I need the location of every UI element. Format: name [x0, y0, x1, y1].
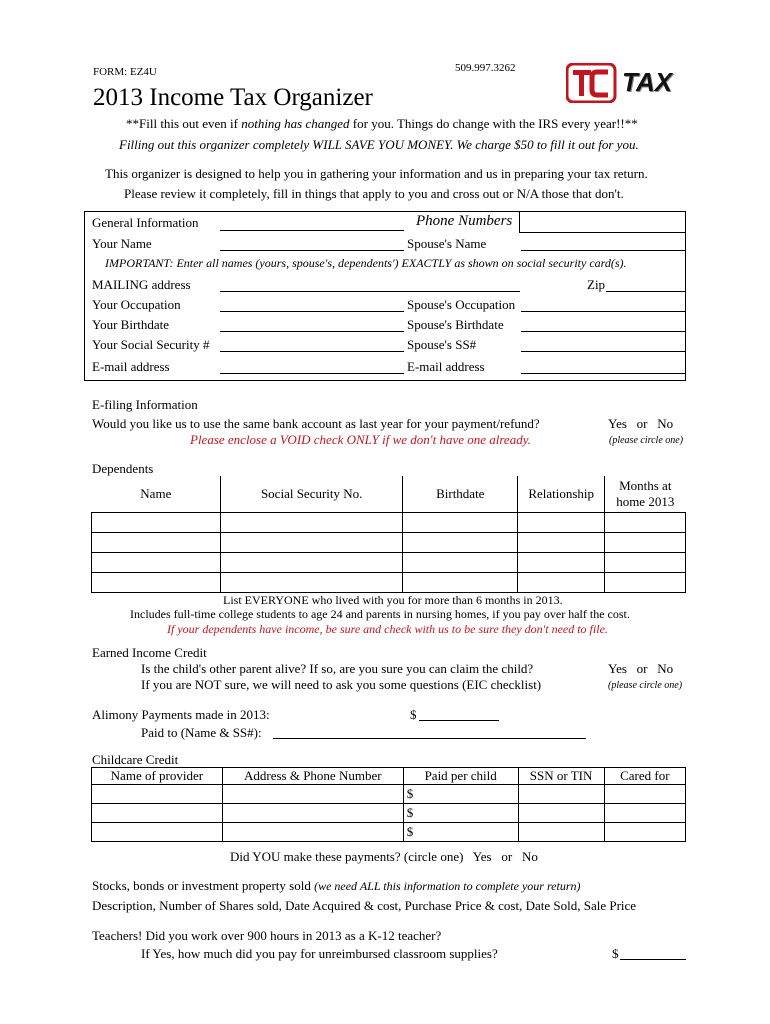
page-title: 2013 Income Tax Organizer [93, 84, 373, 111]
spouse-occupation-label: Spouse's Occupation [407, 297, 516, 312]
eic-question-2: If you are NOT sure, we will need to ask you some questions (EIC checklist) [141, 677, 542, 692]
childcare-col-address: Address & Phone Number [222, 768, 403, 785]
note-save-money: Filling out this organizer completely WILL SAVE YOU MONEY. We charge $50 to fill it out for you. [119, 137, 639, 152]
birthdate-field[interactable] [220, 331, 404, 332]
bank-account-yes-no[interactable]: Yes or No [608, 416, 674, 431]
email-field[interactable] [220, 373, 404, 374]
alimony-paid-to-label: Paid to (Name & SS#): [141, 725, 262, 740]
important-note: IMPORTANT: Enter all names (yours, spouse's, dependents') EXACTLY as shown on social security card(s). [105, 256, 627, 270]
alimony-label: Alimony Payments made in 2013: [92, 707, 270, 722]
void-check-note: Please enclose a VOID check ONLY if we don't have one already. [190, 432, 532, 447]
eic-circle-hint: (please circle one) [608, 680, 683, 691]
alimony-paid-to-field[interactable] [273, 738, 586, 739]
ssn-field[interactable] [220, 351, 404, 352]
teachers-question-2: If Yes, how much did you pay for unreimbursed classroom supplies? [141, 946, 498, 961]
bank-account-question: Would you like us to use the same bank account as last year for your payment/refund? [92, 416, 540, 431]
childcare-dollar[interactable]: $ [403, 823, 518, 842]
dependents-col-birthdate: Birthdate [403, 476, 518, 512]
stocks-line-2: Description, Number of Shares sold, Date Acquired & cost, Purchase Price & cost, Date Sold, Sale Price [92, 898, 637, 913]
mailing-address-label: MAILING address [92, 277, 191, 292]
teachers-dollar: $ [612, 946, 619, 961]
dependents-col-months: Months at home 2013 [605, 476, 686, 512]
spouse-birthdate-label: Spouse's Birthdate [407, 317, 504, 332]
dependents-note-3: If your dependents have income, be sure and check with us to be sure they don't need to file. [167, 622, 608, 636]
dependents-row[interactable] [92, 512, 686, 532]
childcare-col-ssn: SSN or TIN [518, 768, 604, 785]
email-label: E-mail address [92, 359, 170, 374]
childcare-col-paid: Paid per child [403, 768, 518, 785]
childcare-row[interactable] [92, 823, 686, 842]
dependents-col-relationship: Relationship [518, 476, 605, 512]
childcare-col-provider: Name of provider [92, 768, 223, 785]
eic-yes-no[interactable]: Yes or No [608, 661, 674, 676]
childcare-dollar[interactable]: $ [403, 804, 518, 823]
alimony-dollar: $ [410, 707, 417, 722]
stocks-line-1: Stocks, bonds or investment property sold (we need ALL this information to complete your return) [92, 878, 581, 893]
dependents-table [91, 476, 686, 593]
dependents-note-2: Includes full-time college students to age 24 and parents in nursing homes, if you pay over half the cost. [130, 607, 630, 621]
childcare-table [91, 767, 686, 842]
teachers-amount-field[interactable] [620, 959, 686, 960]
tc-logo [566, 63, 676, 103]
dependents-row[interactable] [92, 532, 686, 552]
general-info-heading: General Information [92, 215, 199, 230]
childcare-col-cared-for: Cared for [604, 768, 685, 785]
bank-circle-hint: (please circle one) [609, 435, 684, 446]
your-name-label: Your Name [92, 236, 152, 251]
dependents-heading: Dependents [92, 461, 154, 476]
occupation-label: Your Occupation [92, 297, 181, 312]
zip-field[interactable] [606, 291, 686, 292]
spouse-ssn-field[interactable] [521, 351, 686, 352]
dependents-header-row [92, 476, 686, 512]
spouse-name-field[interactable] [521, 250, 686, 251]
spouse-email-label: E-mail address [407, 359, 485, 374]
intro-line-1: This organizer is designed to help you in gathering your information and us in preparing your tax return. [105, 166, 648, 181]
general-info-line[interactable] [220, 230, 404, 231]
phone-numbers-field[interactable] [519, 211, 686, 233]
spouse-name-label: Spouse's Name [407, 236, 487, 251]
logo-text: TAX [622, 67, 673, 97]
your-name-field[interactable] [220, 250, 404, 251]
dependents-col-name: Name [92, 476, 221, 512]
intro-line-2: Please review it completely, fill in things that apply to you and cross out or N/A those that don't. [124, 186, 624, 201]
occupation-field[interactable] [220, 311, 404, 312]
spouse-ssn-label: Spouse's SS# [407, 337, 477, 352]
childcare-heading: Childcare Credit [92, 752, 179, 767]
childcare-row[interactable] [92, 785, 686, 804]
spouse-birthdate-field[interactable] [521, 331, 686, 332]
note-fill-out: **Fill this out even if nothing has changed for you. Things do change with the IRS every year!!** [126, 116, 638, 131]
childcare-dollar[interactable]: $ [403, 785, 518, 804]
spouse-occupation-field[interactable] [521, 311, 686, 312]
eic-question-1: Is the child's other parent alive? If so, are you sure you can claim the child? [141, 661, 534, 676]
zip-label: Zip [587, 277, 606, 292]
dependents-row[interactable] [92, 552, 686, 572]
eic-heading: Earned Income Credit [92, 645, 207, 660]
childcare-row[interactable] [92, 804, 686, 823]
spouse-email-field[interactable] [521, 373, 686, 374]
childcare-header-row [92, 768, 686, 785]
childcare-payment-question: Did YOU make these payments? (circle one) Yes or No [230, 849, 538, 864]
mailing-address-field[interactable] [220, 291, 520, 292]
dependents-row[interactable] [92, 572, 686, 592]
teachers-question-1: Teachers! Did you work over 900 hours in 2013 as a K-12 teacher? [92, 928, 442, 943]
efiling-heading: E-filing Information [92, 397, 198, 412]
dependents-col-ssn: Social Security No. [221, 476, 403, 512]
ssn-label: Your Social Security # [92, 337, 210, 352]
phone-numbers-heading: Phone Numbers [416, 213, 513, 229]
general-info-box [84, 211, 686, 381]
birthdate-label: Your Birthdate [92, 317, 170, 332]
alimony-amount-field[interactable] [419, 720, 499, 721]
form-label: FORM: EZ4U [93, 66, 157, 78]
phone-number: 509.997.3262 [455, 62, 516, 74]
dependents-note-1: List EVERYONE who lived with you for more than 6 months in 2013. [223, 593, 563, 607]
